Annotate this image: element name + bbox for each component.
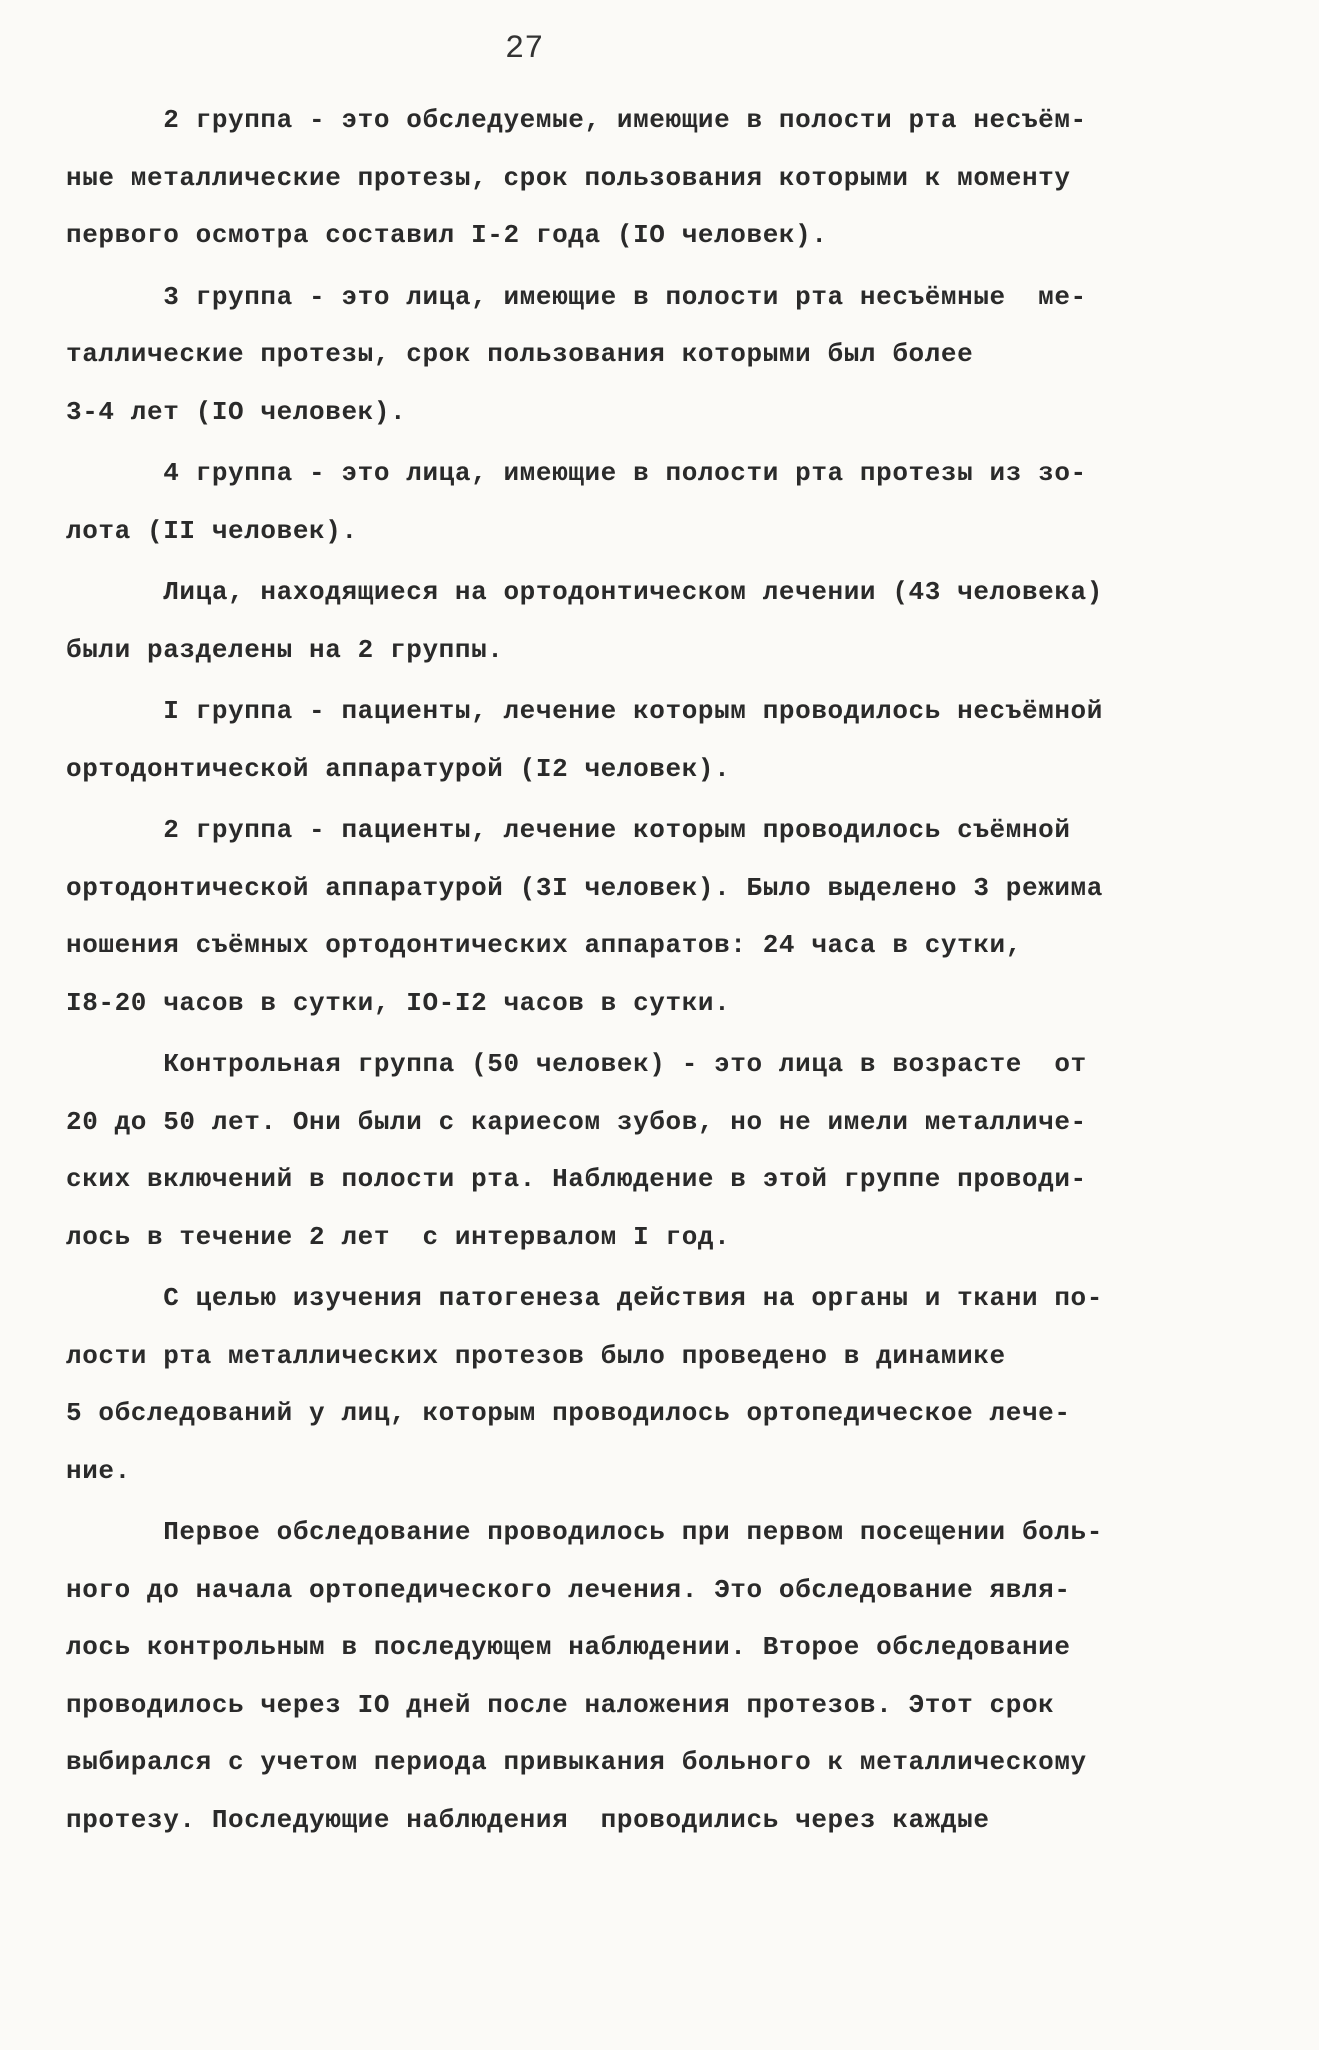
paragraph-group-4	[66, 445, 1246, 560]
paragraph-ortho-group-2	[66, 802, 1246, 1032]
text-line: Контрольная группа (50 человек) - это лица в возрасте от	[66, 1049, 1087, 1079]
paragraph-ortho-group-1	[66, 683, 1246, 798]
text-line: проводилось через IO дней после наложения протезов. Этот срок	[66, 1689, 1055, 1720]
text-line: ного до начала ортопедического лечения. Это обследование явля-	[66, 1574, 1071, 1605]
paragraph-orthodontic-intro	[66, 564, 1246, 679]
text-line: выбирался с учетом периода привыкания больного к металлическому	[66, 1747, 1087, 1777]
text-line: 2 группа - пациенты, лечение которым проводилось съёмной	[66, 815, 1071, 845]
text-line: лота (II человек).	[66, 515, 358, 546]
text-line: ортодонтической аппаратурой (3I человек). Было выделено 3 режима	[66, 872, 1103, 903]
text-line: были разделены на 2 группы.	[66, 634, 504, 665]
text-line: ние.	[66, 1455, 131, 1486]
text-line: Первое обследование проводилось при первом посещении боль-	[66, 1517, 1103, 1547]
text-line: 2 группа - это обследуемые, имеющие в полости рта несъём-	[66, 105, 1087, 135]
text-line: I группа - пациенты, лечение которым проводилось несъёмной	[66, 696, 1103, 726]
text-line: ортодонтической аппаратурой (I2 человек).	[66, 753, 731, 784]
text-line: 20 до 50 лет. Они были с кариесом зубов, но не имели металличе-	[66, 1106, 1087, 1137]
text-line: 5 обследований у лиц, которым проводилось ортопедическое лече-	[66, 1398, 1071, 1428]
text-line: I8-20 часов в сутки, IO-I2 часов в сутки.	[66, 987, 731, 1018]
text-line: ношения съёмных ортодонтических аппаратов: 24 часа в сутки,	[66, 930, 1022, 960]
text-line: лости рта металлических протезов было проведено в динамике	[66, 1340, 1006, 1371]
text-line: 3-4 лет (IO человек).	[66, 396, 407, 427]
text-line: лось в течение 2 лет с интервалом I год.	[66, 1221, 731, 1252]
text-line: протезу. Последующие наблюдения проводились через каждые	[66, 1804, 990, 1835]
text-line: 4 группа - это лица, имеющие в полости рта протезы из зо-	[66, 458, 1087, 488]
text-line: С целью изучения патогенеза действия на органы и ткани по-	[66, 1283, 1103, 1313]
body-text	[66, 92, 1246, 1849]
text-line: 3 группа - это лица, имеющие в полости рта несъёмные ме-	[66, 281, 1087, 312]
paragraph-group-2	[66, 92, 1246, 265]
text-line: ских включений в полости рта. Наблюдение в этой группе проводи-	[66, 1164, 1087, 1194]
paragraph-pathogenesis	[66, 1270, 1246, 1500]
text-line: первого осмотра составил I-2 года (IO человек).	[66, 220, 828, 250]
paragraph-examinations	[66, 1504, 1246, 1849]
text-line: таллические протезы, срок пользования которыми был более	[66, 339, 974, 369]
text-line: лось контрольным в последующем наблюдении. Второе обследование	[66, 1632, 1071, 1662]
text-line: ные металлические протезы, срок пользования которыми к моменту	[66, 162, 1071, 193]
paragraph-control-group	[66, 1036, 1246, 1266]
page-number: 27	[505, 30, 544, 67]
text-line: Лица, находящиеся на ортодонтическом лечении (43 человека)	[66, 577, 1103, 607]
paragraph-group-3	[66, 269, 1246, 442]
